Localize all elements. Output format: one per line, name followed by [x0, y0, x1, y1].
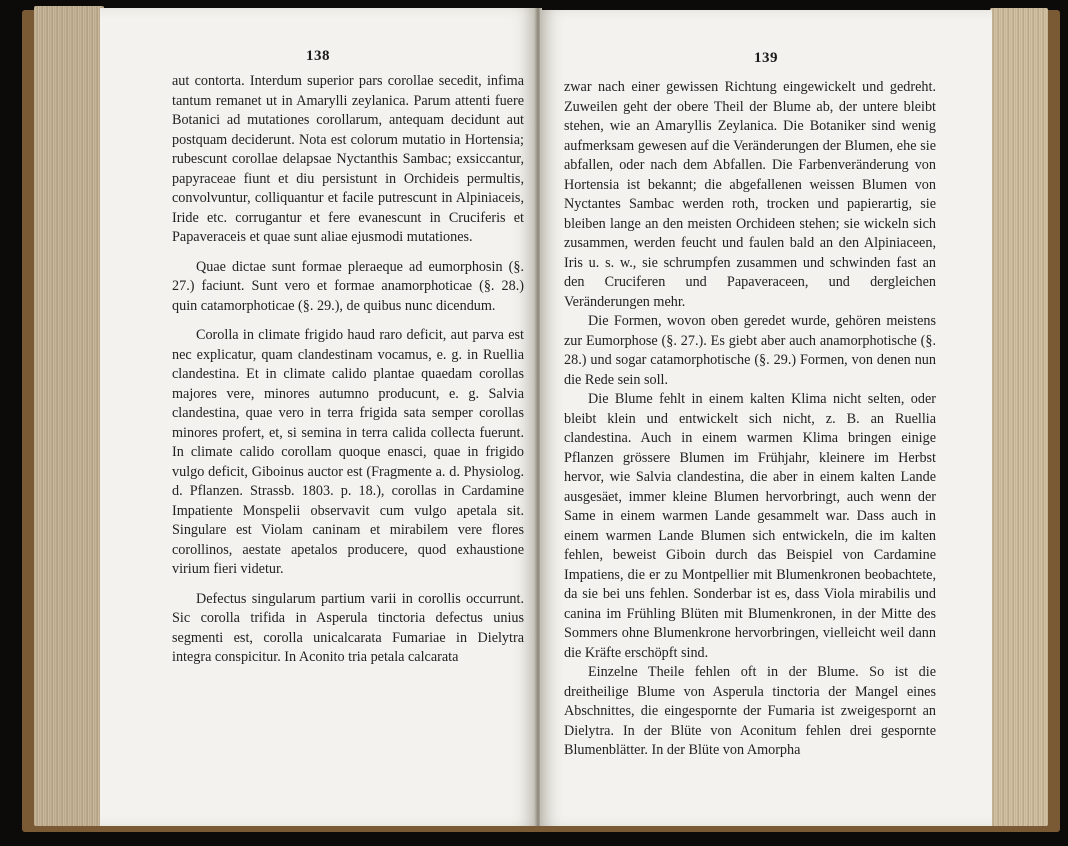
right-paragraph-1: zwar nach einer gewissen Richtung eingewickelt und gedreht. Zuweilen geht der obere Theil der Blume ab, der untere bleibt stehen, wie an Amaryllis Zeylanica. Die Botaniker sind wenig aufmerksam gewesen auf die Veränderungen der Blumen, ehe sie abfallen, oder nach dem Abfallen. Die Farbenveränderung von Hortensia ist bekannt; die abgefallenen weissen Blumen von Nyctantes Sambac werden roth, trocken und papierartig, sie bleiben lange an den meisten Orchideen stehen; sie wickeln sich zusammen, werden feucht und faulen bald an den Alpiniaceen, Iris u. s. w., sie schrumpfen zusammen und schwinden fast an den Cruciferen und Papaveraceen, und dergleichen Veränderungen mehr. — [564, 79, 936, 310]
left-page-text — [172, 72, 524, 668]
left-paragraph-4: Defectus singularum partium varii in corollis occurrunt. Sic corolla trifida in Asperula tinctoria defectus unius segmenti est, corolla unicalcarata Fumariae in Dielytra integra conspicitur. In Aconito tria petala calcarata — [172, 590, 524, 665]
left-page-edges — [34, 6, 104, 826]
left-page — [100, 8, 536, 826]
right-page-text — [564, 78, 936, 761]
right-paragraph-4: Einzelne Theile fehlen oft in der Blume. So ist die dreitheilige Blume von Asperula tinctoria der Mangel eines Abschnittes, die eingespornte der Fumaria ist zweigespornt an Dielytra. In der Blüte von Aconitum fehlen drei gespornte Blumenblätter. In der Blüte von Amorpha — [564, 664, 936, 758]
right-page — [540, 10, 992, 826]
left-paragraph-3: Corolla in climate frigido haud raro deficit, aut parva est nec explicatur, quam clandestinam vocamus, e. g. in Ruellia clandestina. Et in climate calido plantae quaedam corollas majores vere, minores autumno producunt, e. g. Salvia clandestina, quae vero in terra frigida sata semper corollas minores profert, et, si semina in terra calida collecta fuerunt. In climate calido corollam quoque enasci, quae in frigido vulgo deficit, Giboinus auctor est (Fragmente a. d. Physiolog. d. Pflanzen. Strassb. 1803. p. 18.), corollas in Cardamine Impatiente Monspelii observavit cum vulgo apetala sit. Singulare est Violam caninam et mirabilem vere flores corollinos, aestate apetalos producere, quod exhaustione virium fieri videtur. — [172, 327, 524, 577]
right-paragraph-3: Die Blume fehlt in einem kalten Klima nicht selten, oder bleibt klein und entwickelt sich nicht, z. B. an Ruellia clandestina. Auch in einem warmen Klima bringen einige Pflanzen grössere Blumen im Frühjahr, kleinere im Herbst hervor, wie Salvia clandestina, die aber in einem kalten Lande ausgesäet, immer kleine Blumen hervorbringt, auch wenn der Same in einem warmen Lande gesammelt war. Dass auch in einem warmen Lande Blumen sich entwickeln, die im kalten fehlen, beweist Giboin durch das Beispiel von Cardamine Impatiens, die er zu Montpellier mit Blumenkronen beobachtete, da sie bei uns fehlen. Sonderbar ist es, dass Viola mirabilis und canina im Frühling Blüten mit Blumenkronen, in der Mitte des Sommers ohne Blumenkrone hervorbringen, vielleicht weil dann die Kräfte erschöpft sind. — [564, 391, 936, 661]
left-paragraph-1: aut contorta. Interdum superior pars corollae secedit, infima tantum remanet ut in Amarylli zeylanica. Parum attenti fuere Botanici ad mutationes corollarum, antequam decidunt aut postquam deciderunt. Nota est colorum mutatio in Hortensia; rubescunt corollae delapsae Nyctanthis Sambac; exsiccantur, papyraceae fiunt et diu persistunt in Orchideis permultis, convolvuntur, colliquantur et facile putrescunt in Alpiniaceis, Iride etc. corrugantur et fere evanescunt in Cruciferis et Papaveraceis et quae sunt aliae ejusmodi mutationes. — [172, 73, 524, 245]
right-paragraph-2: Die Formen, wovon oben geredet wurde, gehören meistens zur Eumorphose (§. 27.). Es giebt aber auch anamorphotische (§. 28.) und sogar catamorphotische (§. 29.) Formen, von denen nun die Rede sein soll. — [564, 313, 936, 388]
right-page-number: 139 — [754, 50, 778, 66]
right-page-edges — [990, 8, 1048, 826]
left-page-number: 138 — [306, 48, 330, 64]
left-paragraph-2: Quae dictae sunt formae pleraeque ad eumorphosin (§. 27.) faciunt. Sunt vero et formae anamorphoticae (§. 28.) quin catamorphoticae (§. 29.), de quibus nunc dicendum. — [172, 258, 524, 314]
